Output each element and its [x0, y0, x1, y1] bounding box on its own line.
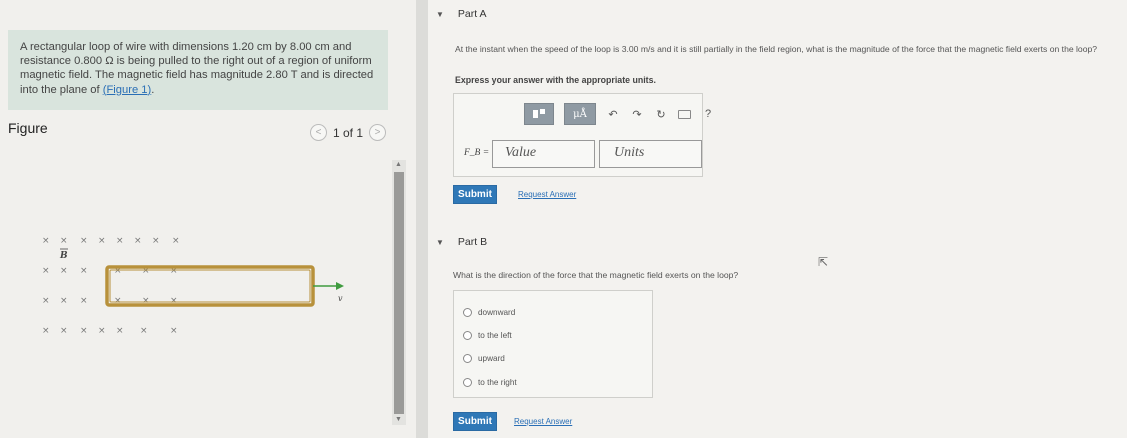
- loop-diagram: [30, 225, 360, 340]
- field-x-mark: ×: [116, 326, 124, 336]
- mouse-cursor-icon: ⇱: [818, 255, 829, 269]
- chevron-right-icon: >: [374, 127, 381, 138]
- part-b-question: What is the direction of the force that the magnetic field exerts on the loop?: [453, 270, 739, 280]
- direction-choices: [453, 290, 653, 398]
- field-x-mark: ×: [42, 236, 50, 246]
- problem-pane: [0, 0, 420, 438]
- choice-downward[interactable]: [463, 308, 515, 317]
- wire-loop-inner: [110, 270, 310, 302]
- choice-to-the-right[interactable]: [463, 378, 517, 387]
- field-x-mark: ×: [80, 296, 88, 306]
- answer-box: [453, 93, 712, 177]
- redo-icon[interactable]: ↷: [632, 108, 642, 121]
- field-x-mark: ×: [172, 236, 180, 246]
- field-label: B: [60, 251, 68, 261]
- reset-icon[interactable]: ↻: [656, 108, 666, 121]
- field-x-mark: ×: [142, 266, 150, 276]
- scroll-up-icon[interactable]: ▲: [395, 161, 402, 168]
- field-x-mark: ×: [134, 236, 142, 246]
- figure-heading: Figure: [8, 120, 48, 136]
- field-x-mark: ×: [60, 296, 68, 306]
- part-a-title: Part A: [457, 8, 487, 20]
- undo-icon[interactable]: ↶: [608, 108, 618, 121]
- field-x-mark: ×: [114, 266, 122, 276]
- caret-down-icon: ▼: [436, 9, 444, 19]
- field-x-mark: ×: [42, 266, 50, 276]
- units-input[interactable]: Units: [599, 140, 702, 168]
- caret-down-icon: ▼: [436, 237, 444, 247]
- field-x-mark: ×: [42, 326, 50, 336]
- scroll-thumb[interactable]: [394, 172, 404, 414]
- field-x-mark: ×: [42, 296, 50, 306]
- field-x-mark: ×: [60, 326, 68, 336]
- choice-upward[interactable]: [463, 354, 505, 363]
- part-a-request-answer-link[interactable]: Request Answer: [518, 190, 577, 199]
- figure-link[interactable]: (Figure 1): [102, 83, 152, 96]
- part-a-question: At the instant when the speed of the loop is 3.00 m/s and it is still partially in the field region, what is the magnitude of the force that the magnetic field exerts on the loop?: [455, 44, 1098, 54]
- field-x-mark: ×: [140, 326, 148, 336]
- part-b-request-answer-link[interactable]: Request Answer: [514, 417, 573, 426]
- templates-button[interactable]: [524, 103, 554, 125]
- value-input[interactable]: Value: [492, 140, 595, 168]
- part-b-submit-button[interactable]: Submit: [453, 412, 497, 431]
- field-x-mark: ×: [152, 236, 160, 246]
- part-b-header[interactable]: [436, 236, 487, 248]
- choice-label: to the right: [478, 378, 517, 387]
- problem-text: [20, 40, 376, 97]
- figure-diagram: [30, 225, 360, 340]
- choice-label: downward: [478, 308, 516, 317]
- units-symbols-button[interactable]: μÅ: [564, 103, 596, 125]
- velocity-label: v: [338, 294, 343, 303]
- field-x-mark: ×: [142, 296, 150, 306]
- field-x-mark: ×: [114, 296, 122, 306]
- problem-trailing: .: [151, 83, 155, 96]
- prev-figure-button[interactable]: [310, 124, 327, 141]
- field-x-mark: ×: [170, 266, 178, 276]
- field-x-mark: ×: [80, 266, 88, 276]
- part-a-instruction: Express your answer with the appropriate units.: [455, 75, 656, 85]
- figure-count: 1 of 1: [333, 125, 364, 140]
- field-x-mark: ×: [170, 296, 178, 306]
- part-a-submit-button[interactable]: Submit: [453, 185, 497, 204]
- next-figure-button[interactable]: [369, 124, 386, 141]
- field-x-mark: ×: [170, 326, 178, 336]
- force-label: F_B =: [464, 148, 490, 158]
- field-x-mark: ×: [98, 326, 106, 336]
- radio-button[interactable]: [463, 354, 472, 363]
- part-a-header[interactable]: [436, 8, 487, 20]
- help-icon[interactable]: ?: [704, 108, 712, 120]
- scroll-down-icon[interactable]: ▼: [395, 416, 402, 423]
- field-x-mark: ×: [60, 266, 68, 276]
- math-toolbar: [524, 103, 715, 125]
- field-x-mark: ×: [60, 236, 68, 246]
- part-b-title: Part B: [457, 236, 488, 248]
- field-x-mark: ×: [80, 326, 88, 336]
- problem-body: A rectangular loop of wire with dimensions 1.20 cm by 8.00 cm and resistance 0.800 Ω is being pulled to the right out of a region of uniform magnetic field. The magnetic field has magnitude 2.80 T and is directed into the plane of: [20, 41, 374, 96]
- field-x-mark: ×: [116, 236, 124, 246]
- field-x-mark: ×: [80, 236, 88, 246]
- chevron-left-icon: <: [315, 127, 322, 138]
- velocity-arrow-head: [336, 282, 344, 290]
- questions-pane: [428, 0, 1127, 438]
- figure-scrollbar[interactable]: [392, 160, 406, 425]
- radio-button[interactable]: [463, 308, 472, 317]
- choice-label: upward: [478, 354, 505, 363]
- choice-to-the-left[interactable]: [463, 331, 512, 340]
- figure-pager: [310, 124, 386, 141]
- field-x-mark: ×: [98, 236, 106, 246]
- choice-label: to the left: [478, 331, 512, 340]
- keyboard-icon[interactable]: [678, 110, 691, 119]
- problem-statement: [8, 30, 388, 110]
- radio-button[interactable]: [463, 378, 472, 387]
- radio-button[interactable]: [463, 331, 472, 340]
- wire-loop-outer: [107, 267, 313, 305]
